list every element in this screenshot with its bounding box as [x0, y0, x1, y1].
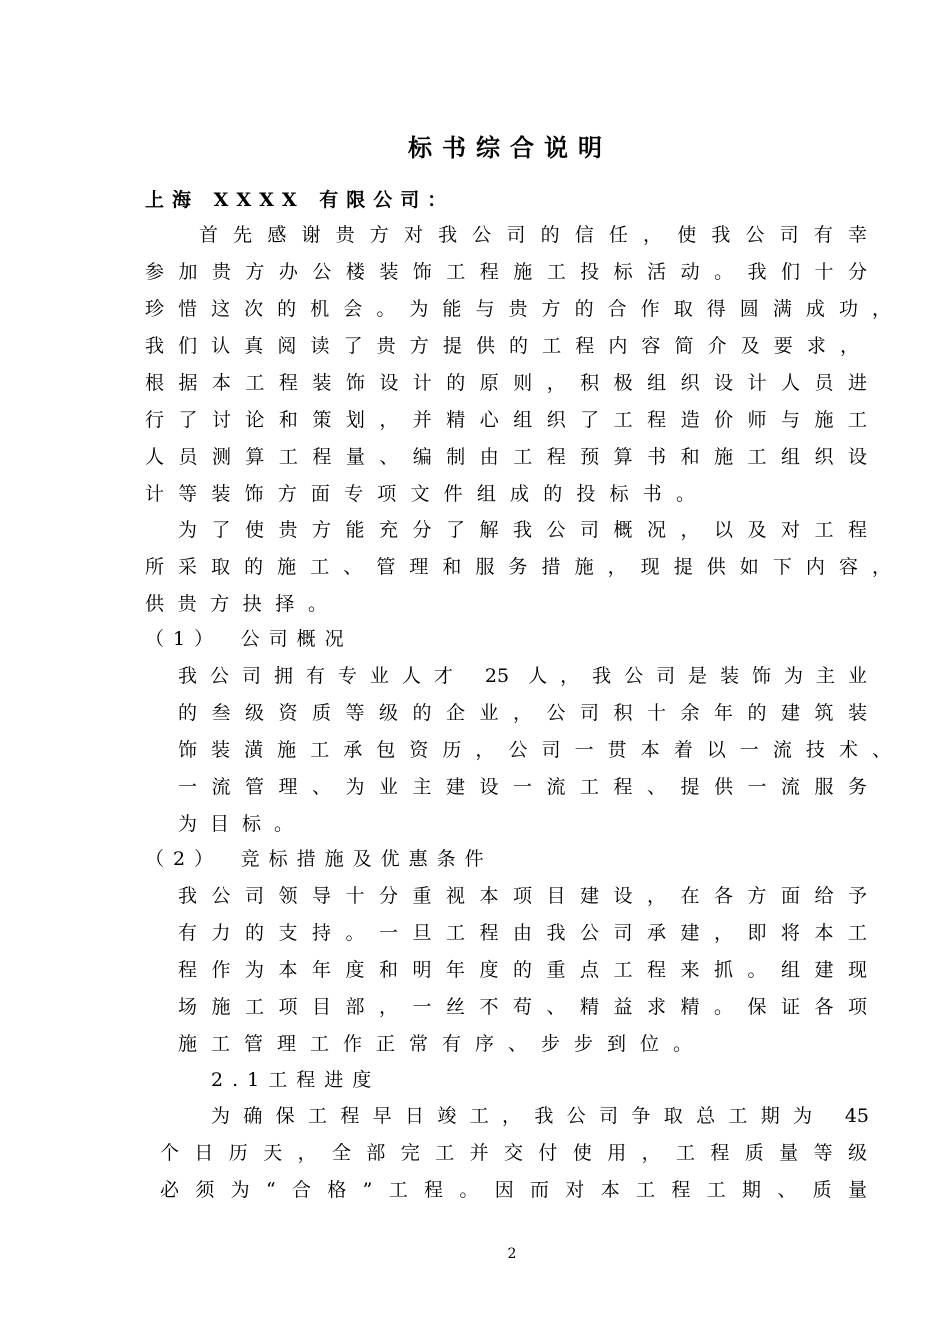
intro-line-5: 根据本工程装饰设计的原则，积极组织设计人员进: [145, 372, 867, 394]
subsection-2-1-line-1: 为确保工程早日竣工，我公司争取总工期为 45: [211, 1105, 869, 1127]
document-title: 标书综合说明: [408, 133, 612, 162]
section-1-line-1: 我公司拥有专业人才 25 人，我公司是装饰为主业: [178, 665, 867, 687]
subsection-2-1-heading: 2.1工程进度: [211, 1069, 381, 1091]
section-2-line-5: 施工管理工作正常有序、步步到位。: [178, 1033, 692, 1055]
intro-line-7: 人员测算工程量、编制由工程预算书和施工组织设: [145, 446, 867, 468]
section-1-heading: （1） 公司概况: [145, 628, 353, 650]
para2-line-2: 所采取的施工、管理和服务措施，现提供如下内容，: [145, 556, 891, 578]
section-2-line-3: 程作为本年度和明年度的重点工程来抓。组建现: [178, 959, 867, 981]
section-2-line-2: 有力的支持。一旦工程由我公司承建，即将本工: [178, 922, 867, 944]
section-2-heading: （2） 竞标措施及优惠条件: [145, 848, 493, 870]
para2-line-3: 供贵方抉择。: [145, 593, 327, 615]
intro-line-4: 我们认真阅读了贵方提供的工程内容简介及要求，: [145, 335, 859, 357]
section-2-line-4: 场施工项目部，一丝不苟、精益求精。保证各项: [178, 996, 867, 1018]
section-1-line-4: 一流管理、为业主建设一流工程、提供一流服务: [178, 776, 867, 798]
salutation-line: 上海 XXXX 有限公司：: [145, 189, 455, 211]
intro-line-3: 珍惜这次的机会。为能与贵方的合作取得圆满成功，: [145, 298, 891, 320]
para2-line-1: 为了使贵方能充分了解我公司概况，以及对工程: [178, 519, 867, 541]
section-1-line-3: 饰装潢施工承包资历，公司一贯本着以一流技术、: [178, 739, 891, 761]
section-1-line-5: 为目标。: [178, 813, 293, 835]
subsection-2-1-line-2: 个日历天，全部完工并交付使用，工程质量等级: [160, 1142, 867, 1164]
page-number: 2: [507, 1246, 517, 1262]
subsection-2-1-line-3: 必须为“合格”工程。因而对本工程工期、质量: [160, 1179, 867, 1201]
intro-line-1: 首先感谢贵方对我公司的信任，使我公司有幸: [199, 224, 867, 246]
section-1-line-2: 的叁级资质等级的企业，公司积十余年的建筑装: [178, 702, 867, 724]
intro-line-2: 参加贵方办公楼装饰工程施工投标活动。我们十分: [145, 261, 867, 283]
section-2-line-1: 我公司领导十分重视本项目建设，在各方面给予: [178, 885, 867, 907]
intro-line-6: 行了讨论和策划，并精心组织了工程造价师与施工: [145, 409, 867, 431]
intro-line-8: 计等装饰方面专项文件组成的投标书。: [145, 483, 695, 505]
